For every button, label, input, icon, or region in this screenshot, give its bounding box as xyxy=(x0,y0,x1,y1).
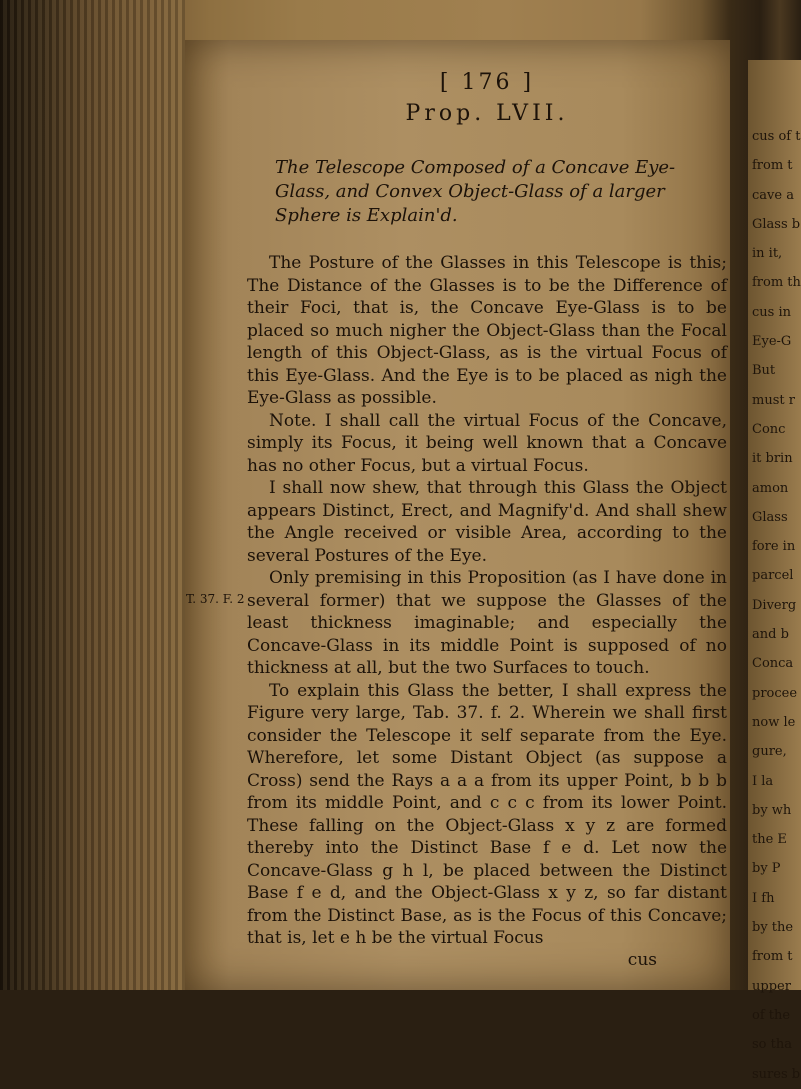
facing-page-line: from t xyxy=(752,949,793,965)
facing-page-line: procee xyxy=(752,685,798,701)
facing-page-line: it brin xyxy=(752,451,793,467)
book-spine-edge xyxy=(0,0,185,990)
facing-page-line: Diverg xyxy=(752,597,797,613)
facing-page-line: in it, xyxy=(752,246,783,262)
facing-page-strip xyxy=(748,60,801,1082)
margin-note: T. 37. F. 2 xyxy=(186,592,245,606)
facing-page-line: Conc xyxy=(752,421,786,437)
facing-page-line: from th xyxy=(752,275,801,291)
paragraph: To explain this Glass the better, I shall express the Figure very large, Tab. 37. f. 2. Wherein we shall first consider the Telescope it self separate from the Eye. Wherefore, let some Distant Object (as suppose a Cross) send the Rays a a a from its upper Point, b b b from its middle Point, and c c c from its lower Point. These falling on the Object-Glass x y z are formed thereby into the Distinct Base f e d. Let now the Concave-Glass g h l, be placed between the Distinct Base f e d, and the Object-Glass x y z, so far distant from the Distinct Base, as is the Focus of this Concave; that is, let e h be the virtual Focus xyxy=(247,680,727,948)
facing-page-line: cus in xyxy=(752,304,791,320)
facing-page-line: now le xyxy=(752,714,796,730)
facing-page-line: fore in xyxy=(752,539,796,555)
facing-page-line: gure, xyxy=(752,744,787,760)
page-text xyxy=(247,70,727,970)
facing-page-line: sures b xyxy=(752,1066,801,1082)
facing-page-line: and b xyxy=(752,627,789,643)
facing-page-line: Glass xyxy=(752,509,788,525)
facing-page-line: I la xyxy=(752,773,774,789)
catchword: cus xyxy=(627,949,657,970)
facing-page-line: amon xyxy=(752,480,789,496)
paragraph: Note. I shall call the virtual Focus of the Concave, simply its Focus, it being well known that a Concave has no other Focus, but a virtual Focus. xyxy=(247,410,727,476)
facing-page-fragments xyxy=(748,60,801,1089)
facing-page-line: by P xyxy=(752,861,781,877)
facing-page-line: Glass b xyxy=(752,216,801,232)
facing-page-line: Conca xyxy=(752,656,794,672)
facing-page-line: parcel xyxy=(752,568,794,584)
proposition-heading: Prop. LVII. xyxy=(405,101,569,126)
proposition-title: The Telescope Composed of a Concave Eye-Glass, and Convex Object-Glass of a larger Sphere is Explain'd. xyxy=(275,157,676,226)
facing-page-line: Eye-G xyxy=(752,334,792,350)
facing-page-line: by the xyxy=(752,920,794,936)
facing-page-line: of the xyxy=(752,1007,791,1023)
facing-page-line: I fh xyxy=(752,890,775,906)
facing-page-line: But xyxy=(752,363,776,379)
facing-page-line: so tha xyxy=(752,1037,792,1053)
facing-page-line: the E xyxy=(752,832,787,848)
facing-page-line: must r xyxy=(752,392,795,408)
facing-page-line: by wh xyxy=(752,802,792,818)
page-number: [ 176 ] xyxy=(439,70,535,95)
facing-page-line: cus of t xyxy=(752,129,801,144)
facing-page-line: upper xyxy=(752,978,791,994)
body-text xyxy=(247,252,727,950)
facing-page-line: from t xyxy=(752,158,793,174)
facing-page-line: cave a xyxy=(752,187,794,203)
paragraph: I shall now shew, that through this Glass the Object appears Distinct, Erect, and Magnify'd. And shall shew the Angle received or visible Area, according to the several Postures of the Eye. xyxy=(247,478,727,566)
paragraph: Only premising in this Proposition (as I have done in several former) that we suppose the Glasses of the least thickness imaginable; and especially the Concave-Glass in its middle Point is supposed of no thickness at all, but the two Surfaces to touch. xyxy=(247,568,727,678)
paragraph: The Posture of the Glasses in this Telescope is this; The Distance of the Glasses is to be the Difference of their Foci, that is, the Concave Eye-Glass is to be placed so much nigher the Object-Glass than the Focal length of this Object-Glass, as is the virtual Focus of this Eye-Glass. And the Eye is to be placed as nigh the Eye-Glass as possible. xyxy=(247,253,727,408)
